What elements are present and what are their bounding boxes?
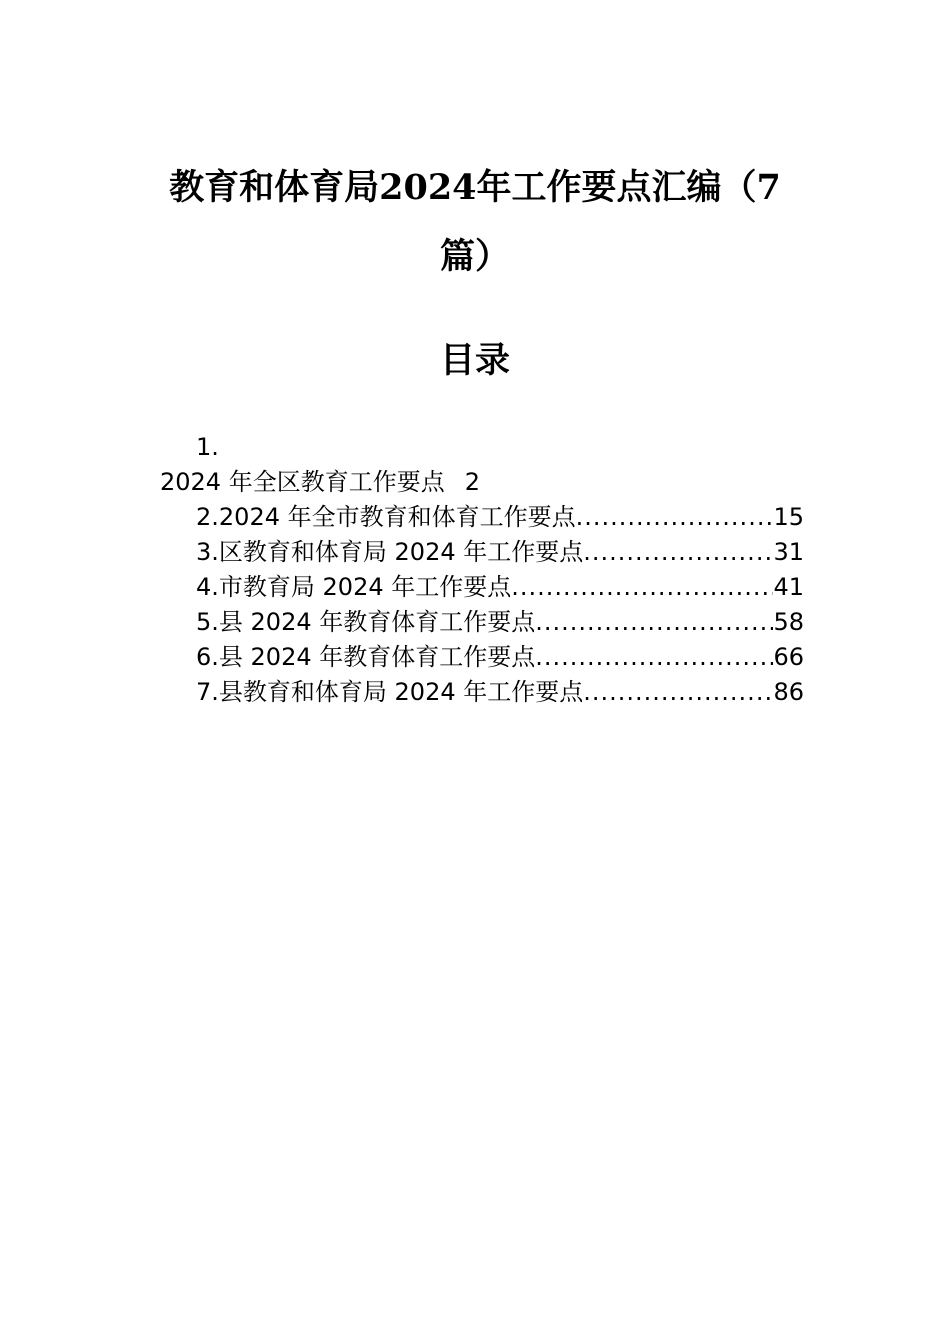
- toc-entry-label: 5.县 2024 年教育体育工作要点: [196, 608, 536, 636]
- toc-entry-page: 86: [773, 678, 804, 706]
- document-title-line-2: 篇）: [439, 237, 510, 277]
- toc-entry-label: 7.县教育和体育局 2024 年工作要点: [196, 678, 584, 706]
- toc-entry-7[interactable]: [196, 677, 804, 712]
- toc-entry-1-number: 1.: [196, 433, 219, 461]
- toc-entry-label: 2024 年全区教育工作要点: [160, 468, 445, 496]
- toc-entry-page: 66: [773, 643, 804, 671]
- toc-leader-dots: [535, 607, 773, 637]
- toc-entry-1[interactable]: [160, 467, 480, 497]
- toc-entry-label: 3.区教育和体育局 2024 年工作要点: [196, 538, 584, 566]
- title-count: 7: [756, 167, 781, 208]
- toc-entry-6[interactable]: [196, 642, 804, 677]
- toc-entry-page: 15: [773, 503, 804, 531]
- toc-leader-dots: [511, 572, 773, 602]
- toc-heading: 目录: [439, 341, 510, 381]
- toc-entry-label: 4.市教育局 2024 年工作要点: [196, 573, 512, 601]
- toc-leader-dots: [535, 642, 773, 672]
- toc-entry-page: 58: [773, 608, 804, 636]
- toc-entry-4[interactable]: [196, 572, 804, 607]
- title-year: 2024: [379, 167, 477, 208]
- toc-leader-dots: [583, 677, 773, 707]
- toc-entry-page: 31: [773, 538, 804, 566]
- toc-entry-5[interactable]: [196, 607, 804, 642]
- toc-entry-3[interactable]: [196, 537, 804, 572]
- document-title-line-1: [0, 168, 950, 208]
- title-suffix: 年工作要点汇编（: [476, 168, 757, 208]
- toc-leader-dots: [583, 537, 773, 567]
- title-prefix: 教育和体育局: [169, 168, 380, 208]
- toc-entry-2[interactable]: [196, 502, 804, 537]
- toc-entry-label: 6.县 2024 年教育体育工作要点: [196, 643, 536, 671]
- toc-list: [196, 502, 804, 712]
- toc-entry-page: 41: [773, 573, 804, 601]
- toc-entry-label: 2.2024 年全市教育和体育工作要点: [196, 503, 576, 531]
- toc-entry-page: 2: [464, 468, 480, 496]
- toc-leader-dots: [576, 502, 774, 532]
